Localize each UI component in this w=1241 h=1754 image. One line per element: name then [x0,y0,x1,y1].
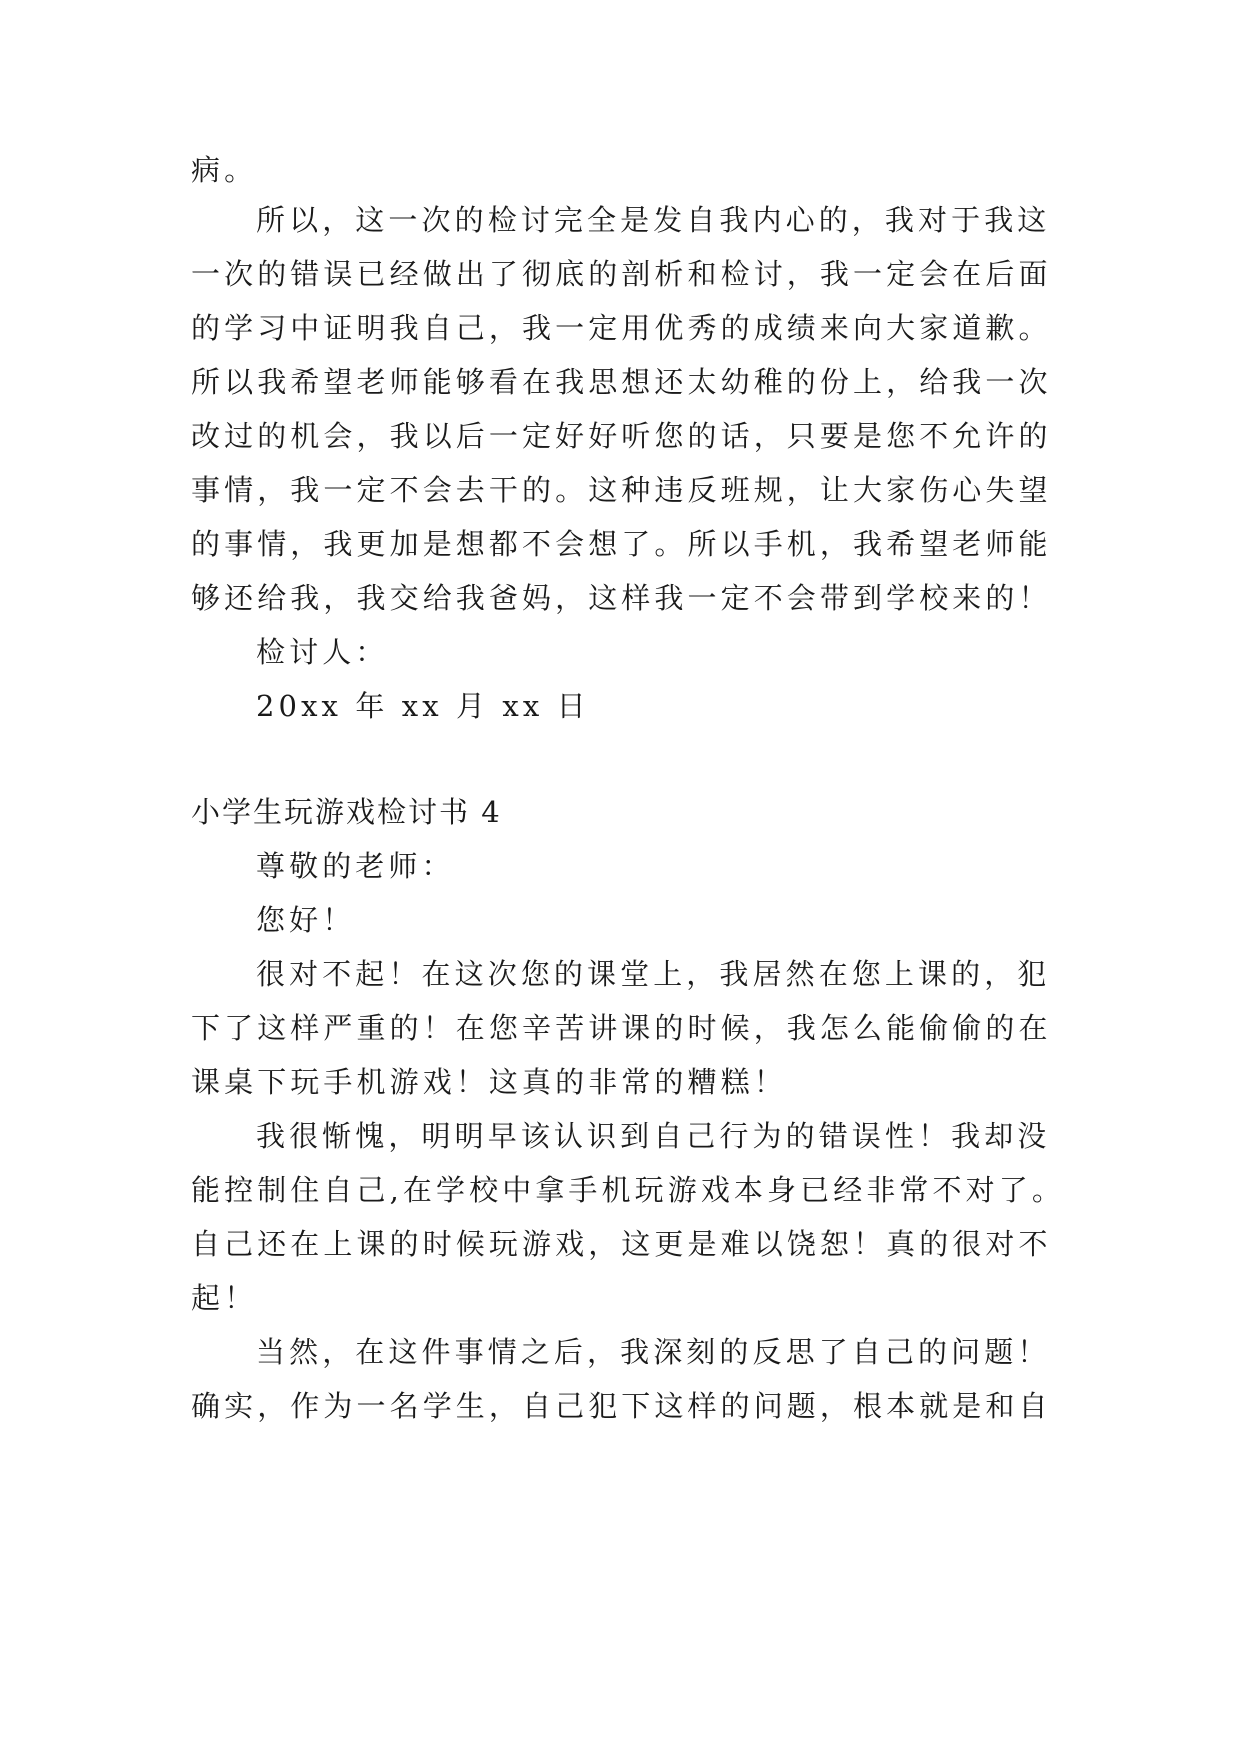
section-heading: 小学生玩游戏检讨书 4 [191,795,502,829]
text-line: 的学习中证明我自己，我一定用优秀的成绩来向大家道歉。 [191,311,1052,345]
text-line: 所以，这一次的检讨完全是发自我内心的，我对于我这 [256,203,1051,237]
text-line: 改过的机会，我以后一定好好听您的话，只要是您不允许的 [191,419,1052,453]
salutation: 尊敬的老师： [256,849,455,883]
text-line: 自己还在上课的时候玩游戏，这更是难以饶恕！真的很对不 [191,1227,1052,1261]
text-line: 我很惭愧，明明早该认识到自己行为的错误性！我却没 [256,1119,1051,1153]
signature-label: 检讨人： [256,635,389,669]
text-line: 能控制住自己,在学校中拿手机玩游戏本身已经非常不对了。 [191,1173,1065,1207]
text-line: 课桌下玩手机游戏！这真的非常的糟糕！ [191,1065,787,1099]
text-line: 很对不起！在这次您的课堂上，我居然在您上课的，犯 [256,957,1051,991]
text-line: 当然，在这件事情之后，我深刻的反思了自己的问题！ [256,1335,1051,1369]
text-line: 的事情，我更加是想都不会想了。所以手机，我希望老师能 [191,527,1052,561]
text-line: 起！ [191,1281,258,1315]
text-line: 够还给我，我交给我爸妈，这样我一定不会带到学校来的！ [191,581,1052,615]
text-line: 所以我希望老师能够看在我思想还太幼稚的份上，给我一次 [191,365,1052,399]
greeting: 您好！ [256,903,356,937]
date-line: 20xx 年 xx 月 xx 日 [256,689,590,723]
text-line: 确实，作为一名学生，自己犯下这样的问题，根本就是和自 [191,1389,1052,1423]
text-line: 下了这样严重的！在您辛苦讲课的时候，我怎么能偷偷的在 [191,1011,1052,1045]
text-line: 病。 [191,153,258,187]
text-line: 一次的错误已经做出了彻底的剖析和检讨，我一定会在后面 [191,257,1052,291]
text-line: 事情，我一定不会去干的。这种违反班规，让大家伤心失望 [191,473,1052,507]
